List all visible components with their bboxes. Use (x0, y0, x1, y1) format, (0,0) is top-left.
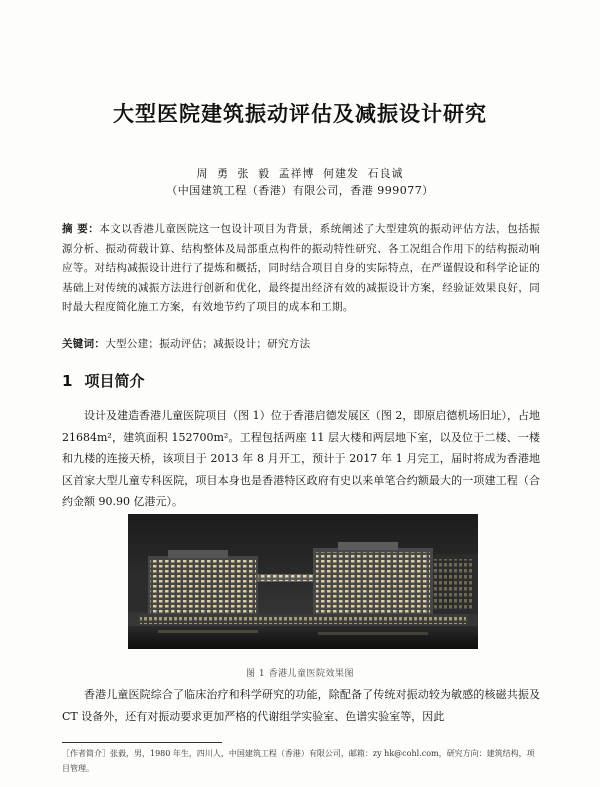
keywords (62, 336, 540, 351)
body-paragraph-2: 香港儿童医院综合了临床治疗和科学研究的功能，除配备了传统对振动较为敏感的核磁共振及 CT 设备外，还有对振动要求更加严格的代谢组学实验室、色谱实验室等，因此 (62, 688, 540, 723)
author-list: 周 勇 张 毅 孟祥博 何建发 石良诚 (196, 167, 404, 180)
footnote-divider (62, 742, 222, 743)
keywords-text: 大型公建；振动评估；减振设计；研究方法 (105, 338, 311, 350)
section-number: 1 (62, 372, 73, 390)
affiliation: （中国建筑工程（香港）有限公司，香港 999077） (166, 184, 434, 197)
hospital-rendering-figure (128, 514, 478, 649)
author-footnote: ［作者简介］张毅，男，1980 年生，四川人，中国建筑工程（香港）有限公司，邮箱：zy hk@cohl.com，研究方向：建筑结构，项目管理。 (62, 749, 535, 773)
paper-title: 大型医院建筑振动评估及减振设计研究 (113, 102, 487, 126)
abstract (62, 220, 540, 318)
section-heading (62, 370, 144, 391)
body-paragraph-1: 设计及建造香港儿童医院项目（图 1）位于香港启德发展区（图 2，即原启德机场旧址），占地 21684m²，建筑面积 152700m²。工程包括两座 11 层大楼和两层地下室，以及位于二楼、一楼和九楼的连接天桥，该项目于 2013 年 8 月开工，预计于 2017 年 1 月完工，届时将成为香港地区首家大型儿童专科医院，项目本身也是香港特区政府有史以来单笔合约额最大的一项建工程（合约金额 90.90 亿港元）。 (62, 409, 540, 508)
abstract-label: 摘 要： (62, 223, 100, 235)
keywords-label: 关键词： (62, 338, 106, 350)
hospital-night-illustration (128, 514, 478, 649)
abstract-text: 本文以香港儿童医院这一包设计项目为背景，系统阐述了大型建筑的振动评估方法，包括振源分析、振动荷载计算、结构整体及局部重点构件的振动特性研究、各工况组合作用下的结构振动响应等。对结构减振设计进行了提炼和概括，同时结合项目自身的实际特点，在严谨假设和科学论证的基础上对传统的减振方法进行创新和优化，最终提出经济有效的减振设计方案，经验证效果良好，同时最大程度简化施工方案，有效地节约了项目的成本和工期。 (62, 223, 541, 314)
figure-caption: 图 1 香港儿童医院效果图 (246, 669, 354, 679)
section-title: 项目简介 (84, 372, 145, 390)
